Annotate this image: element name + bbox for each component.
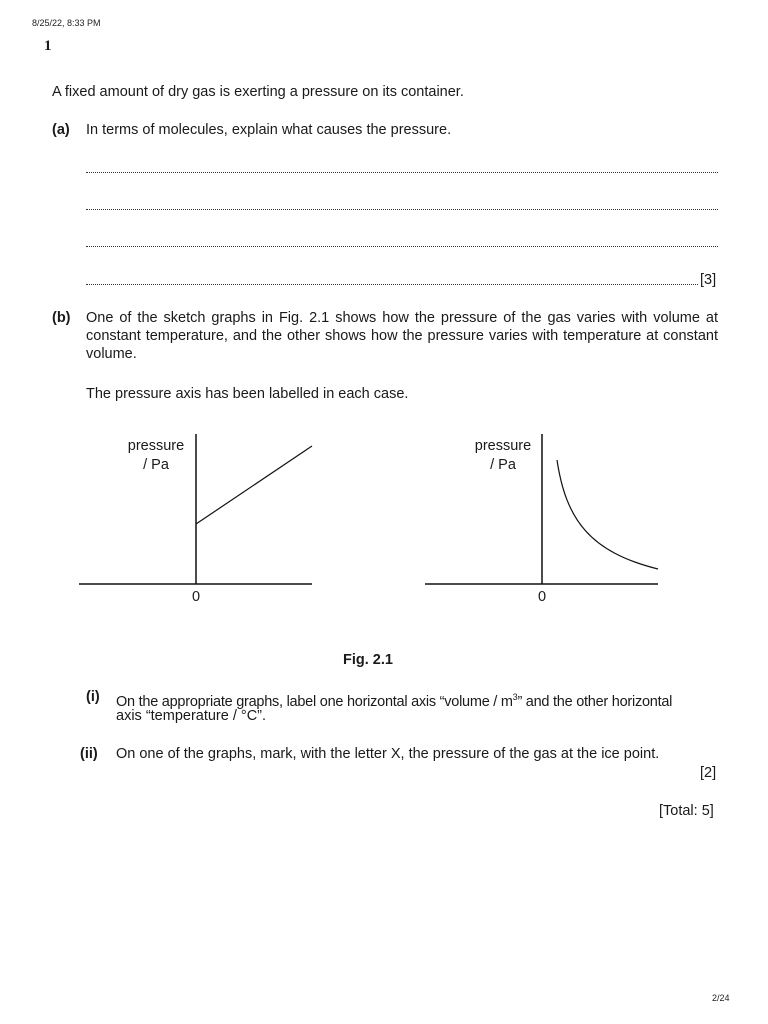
right-graph-curve [557,460,658,569]
left-graph-line [196,446,312,524]
figure-caption: Fig. 2.1 [343,652,393,668]
part-b-ii-marks: [2] [700,765,717,781]
right-y-label-line1: pressure [474,438,532,454]
part-a-label: (a) [52,122,70,138]
right-origin-label: 0 [537,589,547,605]
print-timestamp: 8/25/22, 8:33 PM [32,18,101,28]
left-y-label-line2: / Pa [143,457,169,473]
page-number: 2/24 [712,993,730,1003]
answer-line-4[interactable] [86,282,698,285]
part-a-text: In terms of molecules, explain what causes the pressure. [86,122,452,138]
answer-line-2[interactable] [86,207,718,210]
part-b-i-label: (i) [86,689,100,705]
part-a-marks: [3] [700,272,717,288]
question-stem: A fixed amount of dry gas is exerting a pressure on its container. [52,84,464,100]
question-number: 1 [44,38,52,54]
right-y-label-line2: / Pa [490,457,516,473]
left-y-label-line1: pressure [127,438,185,454]
total-marks: [Total: 5] [659,803,714,819]
answer-line-3[interactable] [86,244,718,247]
part-b-note: The pressure axis has been labelled in each case. [86,386,409,402]
part-b-i-sup: 3 [512,692,518,702]
part-b-ii-label: (ii) [80,746,98,762]
part-b-label: (b) [52,310,71,326]
answer-line-1[interactable] [86,170,718,173]
part-b-i-text-post: ” and the other horizontal [517,693,673,710]
part-b-text: One of the sketch graphs in Fig. 2.1 shows how the pressure of the gas varies with volume at constant temperature, and the other shows how the pressure varies with temperature at constant volume. [86,310,718,362]
left-origin-label: 0 [191,589,201,605]
part-b-ii-text: On one of the graphs, mark, with the letter X, the pressure of the gas at the ice point. [116,746,660,762]
part-b-i-text-pre: On the appropriate graphs, label one horizontal axis “volume / m [116,693,513,710]
part-b-i-text-line2: axis “temperature / °C”. [116,708,267,724]
